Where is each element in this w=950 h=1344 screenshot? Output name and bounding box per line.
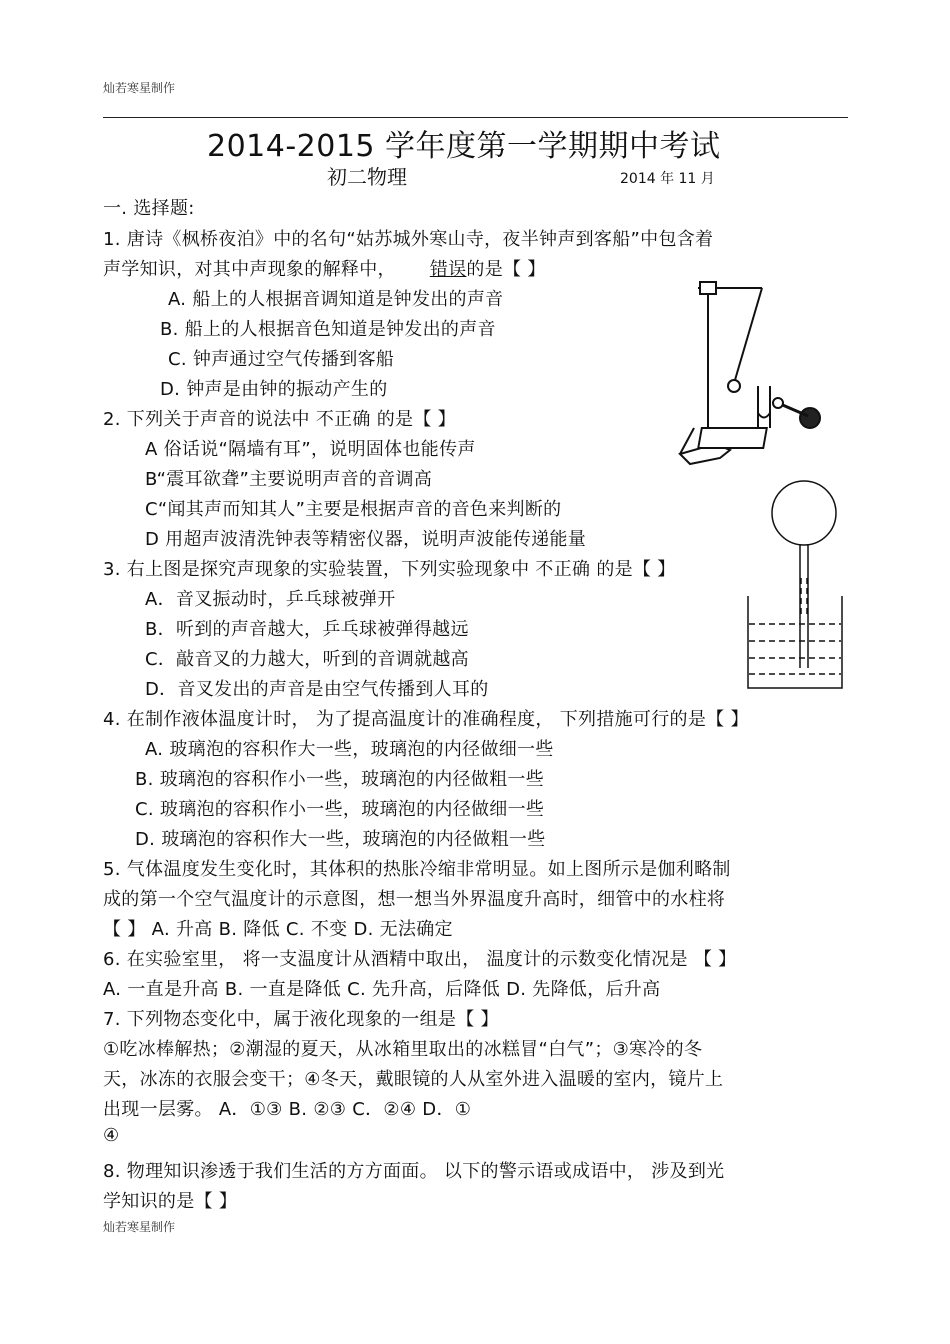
q7-line1: ①吃冰棒解热；②潮湿的夏天，从冰箱里取出的冰糕冒“白气”；③寒冷的冬: [103, 1039, 703, 1060]
q6-stem: 6. 在实验室里， 将一支温度计从酒精中取出， 温度计的示数变化情况是 【 】: [103, 949, 737, 970]
q7-line4: ④: [103, 1125, 120, 1146]
q4-option-a: A. 玻璃泡的容积作大一些，玻璃泡的内径做细一些: [145, 739, 554, 760]
q4-option-c: C. 玻璃泡的容积作小一些，玻璃泡的内径做细一些: [135, 799, 545, 820]
q7-line3: 出现一层雾。 A．①③ B. ②③ C．②④ D．①: [103, 1099, 472, 1120]
q3-option-b: B．听到的声音越大，乒乓球被弹得越远: [145, 619, 469, 640]
exam-date: 2014 年 11 月: [620, 171, 715, 187]
tuning-fork-apparatus-figure: [670, 268, 830, 478]
q3-stem: 3. 右上图是探究声现象的实验装置，下列实验现象中 不正确 的是【 】: [103, 559, 676, 580]
q5-options: 【 】 A. 升高 B. 降低 C. 不变 D. 无法确定: [103, 919, 453, 940]
q2-option-a: A 俗话说“隔墙有耳”，说明固体也能传声: [145, 439, 476, 460]
q7-line2: 天，冰冻的衣服会变干；④冬天，戴眼镜的人从室外进入温暖的室内，镜片上: [103, 1069, 724, 1090]
page-title: 2014-2015 学年度第一学期期中考试: [207, 129, 721, 164]
q3-option-c: C．敲音叉的力越大，听到的音调就越高: [145, 649, 469, 670]
q1-option-a: A. 船上的人根据音调知道是钟发出的声音: [168, 289, 504, 310]
q4-option-d: D. 玻璃泡的容积作大一些，玻璃泡的内径做粗一些: [135, 829, 546, 850]
q1-option-b: B. 船上的人根据音色知道是钟发出的声音: [160, 319, 496, 340]
q1-option-d: D. 钟声是由钟的振动产生的: [160, 379, 388, 400]
air-thermometer-figure: [742, 478, 848, 693]
q1-stem-line1: 1. 唐诗《枫桥夜泊》中的名句“姑苏城外寒山寺，夜半钟声到客船”中包含着: [103, 229, 714, 250]
q6-options: A. 一直是升高 B. 一直是降低 C. 先升高，后降低 D. 先降低，后升高: [103, 979, 661, 1000]
q1-stem-line2: 声学知识，对其中声现象的解释中， 错误的是【 】: [103, 259, 546, 280]
q4-option-b: B. 玻璃泡的容积作小一些，玻璃泡的内径做粗一些: [135, 769, 544, 790]
q2-stem: 2. 下列关于声音的说法中 不正确 的是【 】: [103, 409, 456, 430]
maker-label-bottom: 灿若寒星制作: [103, 1220, 176, 1234]
header-rule: [103, 117, 848, 118]
subject: 初二物理: [327, 165, 407, 189]
q2-option-b: B“震耳欲聋”主要说明声音的音调高: [145, 469, 433, 490]
q2-option-d: D 用超声波清洗钟表等精密仪器，说明声波能传递能量: [145, 529, 587, 550]
q1-option-c: C. 钟声通过空气传播到客船: [168, 349, 395, 370]
q8-stem-line1: 8. 物理知识渗透于我们生活的方方面面。 以下的警示语或成语中， 涉及到光: [103, 1161, 725, 1182]
q5-stem-line1: 5. 气体温度发生变化时，其体积的热胀冷缩非常明显。如上图所示是伽利略制: [103, 859, 731, 880]
q7-stem: 7. 下列物态变化中，属于液化现象的一组是【 】: [103, 1009, 499, 1030]
maker-label-top: 灿若寒星制作: [103, 81, 176, 95]
q1-keyword: 错误: [429, 259, 467, 280]
q3-option-a: A．音叉振动时，乒乓球被弹开: [145, 589, 396, 610]
q5-stem-line2: 成的第一个空气温度计的示意图，想一想当外界温度升高时，细管中的水柱将: [103, 889, 726, 910]
section-heading: 一. 选择题:: [103, 198, 195, 219]
q4-stem: 4. 在制作液体温度计时， 为了提高温度计的准确程度， 下列措施可行的是【 】: [103, 709, 749, 730]
q2-option-c: C“闻其声而知其人”主要是根据声音的音色来判断的: [145, 499, 562, 520]
q8-stem-line2: 学知识的是【 】: [103, 1191, 238, 1212]
q3-option-d: D．音叉发出的声音是由空气传播到人耳的: [145, 679, 489, 700]
